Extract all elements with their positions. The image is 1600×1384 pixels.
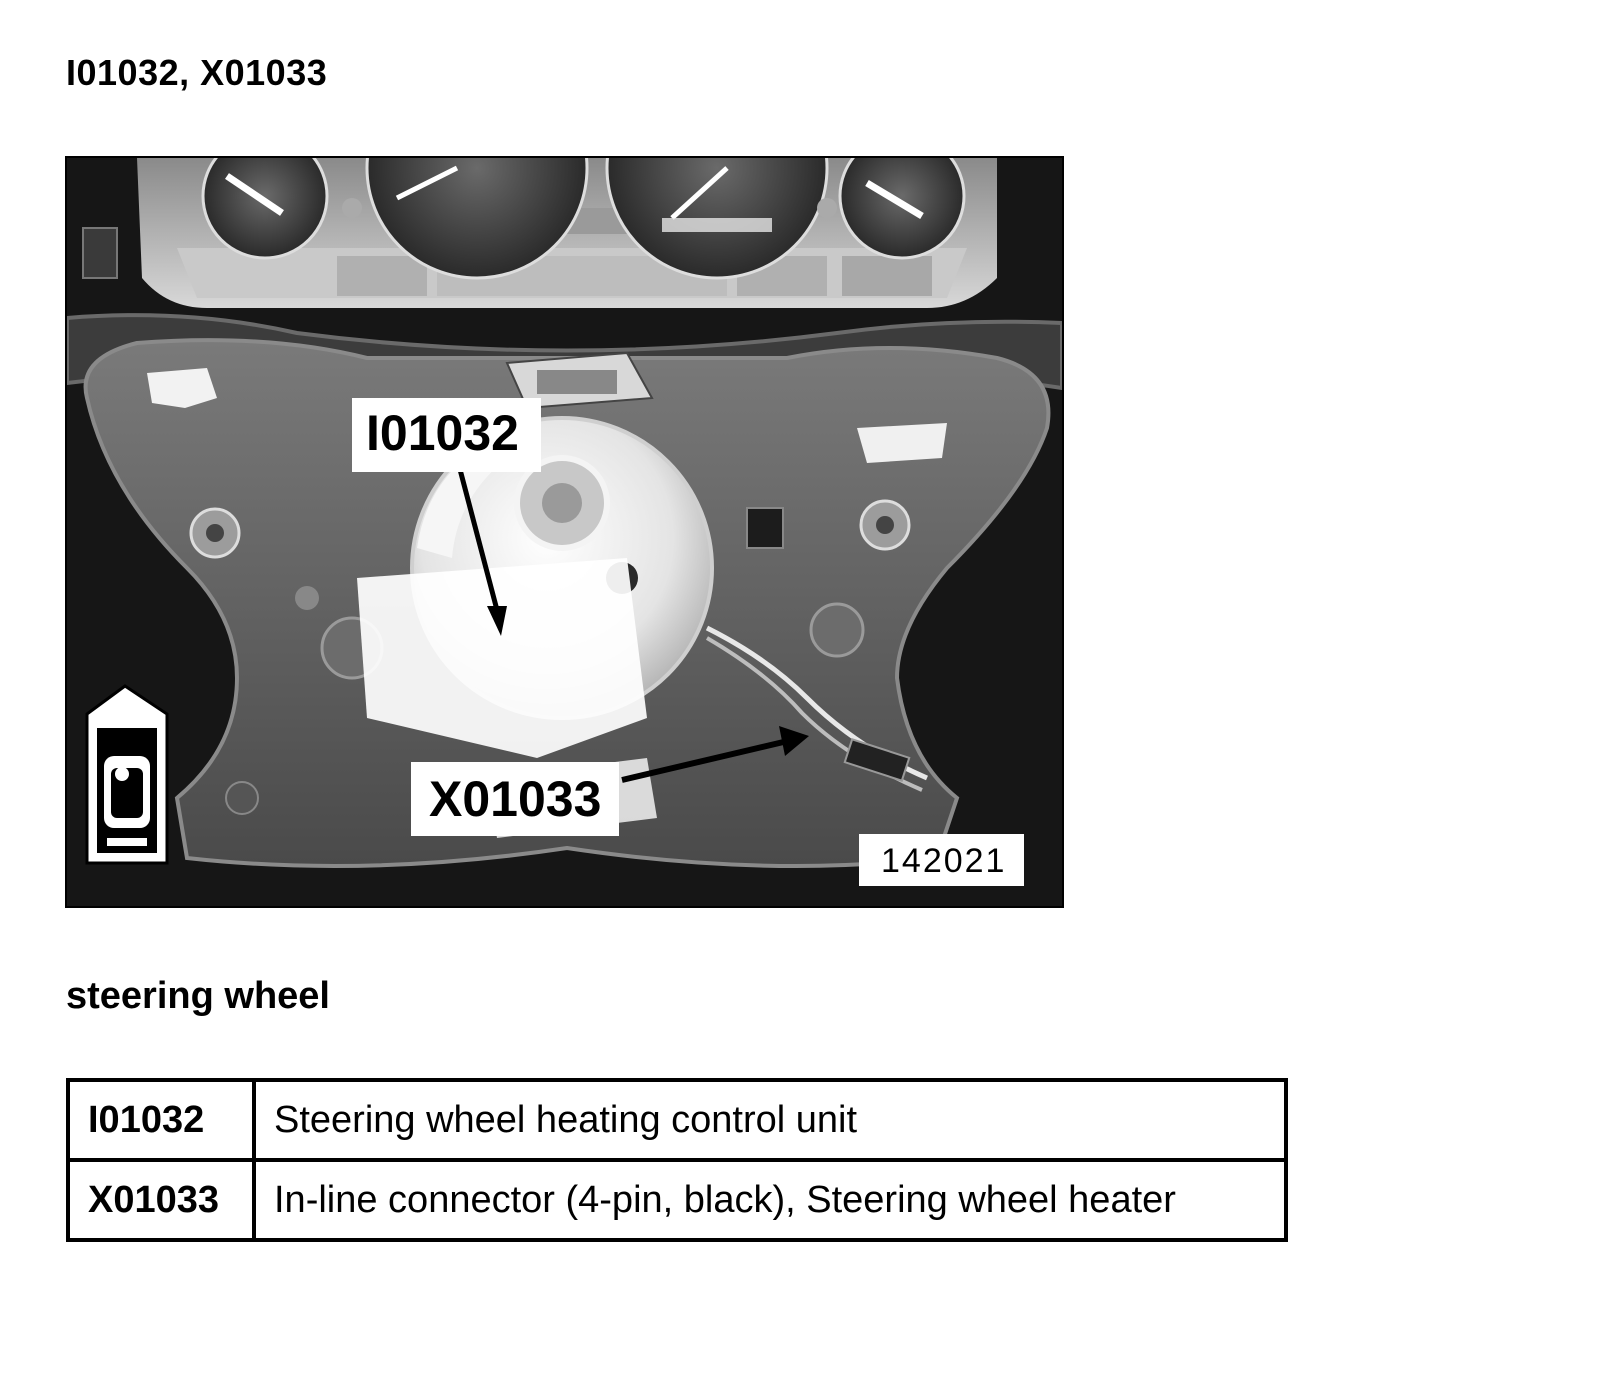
page-title: I01032, X01033 [66,52,328,93]
component-description: In-line connector (4-pin, black), Steering wheel heater [254,1160,1286,1240]
steering-wheel-photo [65,156,1064,908]
component-code: X01033 [68,1160,254,1240]
component-description: Steering wheel heating control unit [254,1080,1286,1160]
section-title: steering wheel [66,975,330,1017]
car-orientation-icon [87,686,167,863]
callout-control-unit: I01032 [352,398,541,472]
table-row [68,1080,1286,1160]
callout-connector: X01033 [411,762,619,836]
table-row [68,1160,1286,1240]
component-code: I01032 [68,1080,254,1160]
component-legend-table [66,1078,1288,1242]
figure-number: 142021 [859,834,1024,886]
